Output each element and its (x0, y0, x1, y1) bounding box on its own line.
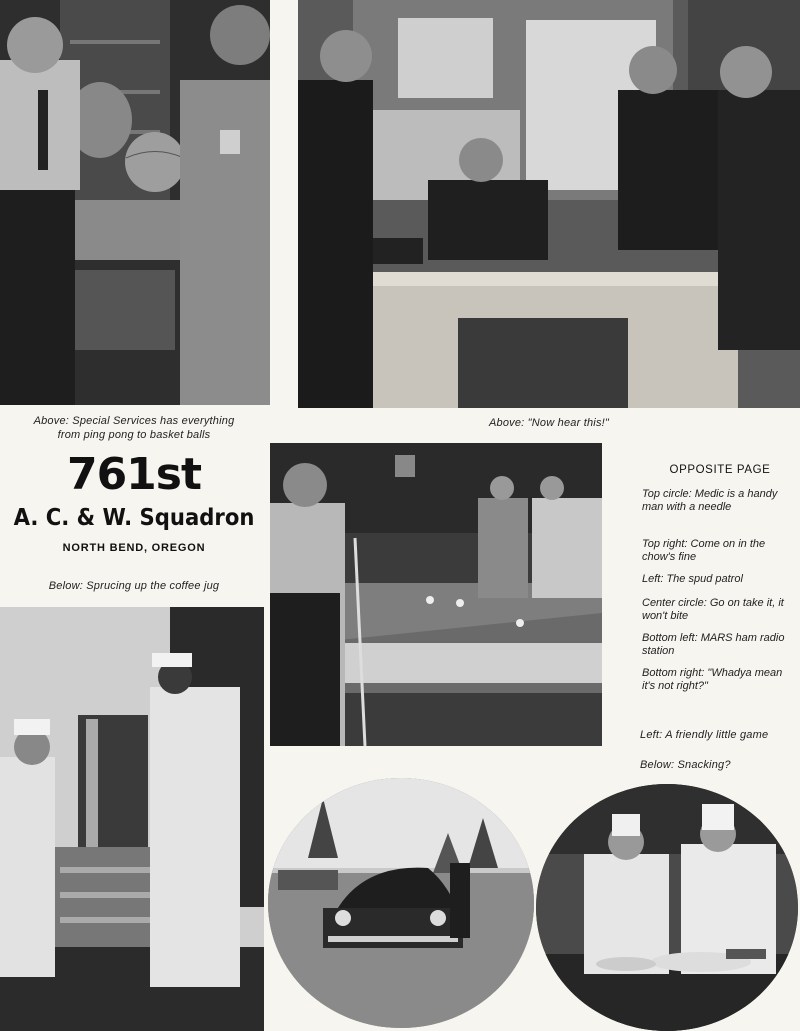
unit-number-title: 761st (66, 449, 202, 500)
caption-now-hear-this: Above: "Now hear this!" (488, 417, 610, 429)
opposite-item-4: Bottom left: MARS ham radio station (642, 632, 785, 657)
photo-basketball (0, 0, 270, 405)
opposite-item-5: Bottom right: "Whadya mean it's not right?" (642, 667, 783, 692)
caption-friendly-game: Left: A friendly little game (640, 729, 769, 741)
caption-special-services-line1: Above: Special Services has everything (33, 415, 235, 427)
caption-snacking: Below: Snacking? (640, 759, 731, 771)
photo-now-hear-this (298, 0, 800, 408)
opposite-item-2: Left: The spud patrol (642, 573, 743, 585)
opposite-page-title: OPPOSITE PAGE (669, 464, 771, 476)
photo-circle-car (268, 778, 534, 1028)
unit-name-title: A. C. & W. Squadron (13, 505, 255, 531)
opposite-item-0: Top circle: Medic is a handy man with a needle (642, 488, 778, 513)
unit-location: NORTH BEND, OREGON (62, 542, 206, 554)
photo-coffee-jug (0, 607, 264, 1031)
caption-special-services (0, 414, 268, 442)
photo-circle-snacking (536, 784, 798, 1031)
photo-friendly-game (270, 443, 602, 746)
opposite-item-3: Center circle: Go on take it, it won't bite (642, 597, 784, 622)
caption-coffee-jug: Below: Sprucing up the coffee jug (48, 580, 220, 592)
opposite-item-1: Top right: Come on in the chow's fine (642, 538, 766, 563)
caption-special-services-line2: from ping pong to basket balls (57, 429, 211, 441)
